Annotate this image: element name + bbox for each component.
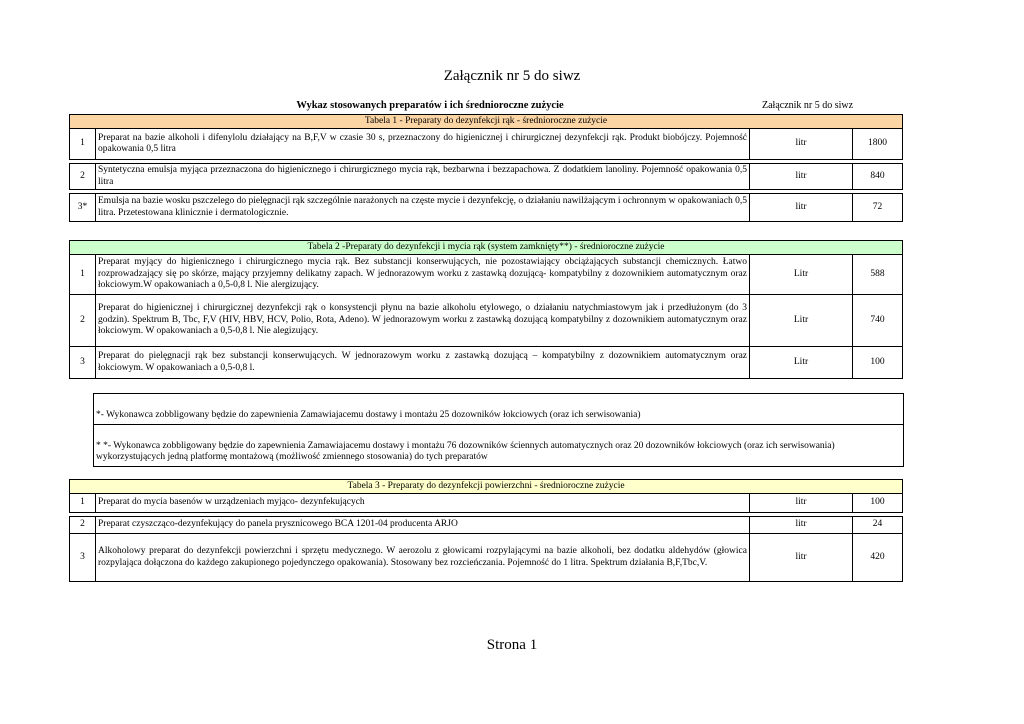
page-number: Strona 1 bbox=[486, 637, 538, 653]
footnotes-box bbox=[93, 393, 904, 467]
table-row bbox=[70, 255, 903, 295]
table-row bbox=[70, 517, 903, 534]
table-row bbox=[70, 194, 903, 222]
product-description: Syntetyczna emulsja myjąca przeznaczona do higienicznego i chirurgicznego mycia rąk, bezbarwna i bezzapachowa. Z dodatkiem lanoliny. Pojemność opakowania 0,5 litra bbox=[96, 164, 750, 190]
table-row bbox=[70, 129, 903, 160]
row-number: 1 bbox=[70, 494, 96, 513]
table1-header: Tabela 1 - Preparaty do dezynfekcji rąk - średnioroczne zużycie bbox=[70, 115, 903, 129]
product-description: Preparat myjący do higienicznego i chirurgicznego mycia rąk. Bez substancji konserwujących, nie pozostawiający obciążających substancji chemicznych. Łatwo rozprowadzający się po skórze, mający przyjemny delikatny zapach. W jednorazowym worku z zastawką dozującą- kompatybilny z dozownikiem automatycznym oraz łokciowym.W opakowaniach a 0,5-0,8 l. Nie alergizujący. bbox=[96, 255, 750, 295]
table-hand-disinfection bbox=[69, 114, 903, 222]
quantity: 100 bbox=[853, 347, 903, 379]
unit: litr bbox=[750, 164, 853, 190]
footnote-double-star: * *- Wykonawca zobbligowany będzie do zapewnienia Zamawiajacemu dostawy i montażu 76 dozowników ściennych automatycznych oraz 20 dozowników łokciowych (oraz ich serwisowania) wykorzystujących jedną platformę montażową (możliwość zmiennego stosowania) do tych preparatów bbox=[96, 440, 835, 462]
product-description: Preparat na bazie alkoholi i difenylolu działający na B,F,V w czasie 30 s, przeznaczony do higienicznej i chirurgicznej dezynfekcji rąk. Produkt biobójczy. Pojemność opakowania 0,5 litra bbox=[96, 129, 750, 160]
unit: Litr bbox=[750, 295, 853, 347]
unit: Litr bbox=[750, 347, 853, 379]
quantity: 100 bbox=[853, 494, 903, 513]
quantity: 24 bbox=[853, 517, 903, 534]
unit: Litr bbox=[750, 255, 853, 295]
quantity: 588 bbox=[853, 255, 903, 295]
unit: litr bbox=[750, 194, 853, 222]
table-row bbox=[70, 347, 903, 379]
footnote-single-star: *- Wykonawca zobbligowany będzie do zapewnienia Zamawiajacemu dostawy i montażu 25 dozowników łokciowych (oraz ich serwisowania) bbox=[94, 394, 903, 425]
product-description: Preparat czyszcząco-dezynfekujący do panela prysznicowego BCA 1201-04 producenta ARJO bbox=[96, 517, 750, 534]
product-description: Preparat do higienicznej i chirurgicznej dezynfekcji rąk o konsystencji płynu na bazie alkoholu etylowego, o działaniu natychmiastowym jak i przedłużonym (do 3 godzin). Spektrum B, Tbc, F,V (HIV, HBV, HCV, Polio, Rota, Adeno). W jednorazowym worku z zastawką dozującą kompatybilny z dozownikiem automatycznym oraz łokciowym. W opakowaniach a 0,5-0,8 l. Nie alegizujący. bbox=[96, 295, 750, 347]
quantity: 420 bbox=[853, 534, 903, 582]
quantity: 72 bbox=[853, 194, 903, 222]
table-row bbox=[70, 534, 903, 582]
row-number: 3* bbox=[70, 194, 96, 222]
row-number: 3 bbox=[70, 347, 96, 379]
table3-header: Tabela 3 - Preparaty do dezynfekcji powierzchni - średnioroczne zużycie bbox=[70, 480, 903, 494]
quantity: 740 bbox=[853, 295, 903, 347]
table-row bbox=[70, 295, 903, 347]
unit: litr bbox=[750, 534, 853, 582]
page-title: Załącznik nr 5 do siwz bbox=[443, 68, 581, 84]
unit: litr bbox=[750, 129, 853, 160]
product-description: Alkoholowy preparat do dezynfekcji powierzchni i sprzętu medycznego. W aerozolu z głowicami rozpylającymi na bazie alkoholi, bez dodatku aldehydów (głowica rozpylająca dołączona do każdego zakupionego pojedynczego opakowania). Stosowany bez rozcieńczania. Pojemność do 1 litra. Spektrum działania B,F,Tbc,V. bbox=[96, 534, 750, 582]
row-number: 3 bbox=[70, 534, 96, 582]
table-row bbox=[70, 164, 903, 190]
quantity: 840 bbox=[853, 164, 903, 190]
document-subtitle: Wykaz stosowanych preparatów i ich średnioroczne zużycie bbox=[296, 100, 564, 111]
table2-header: Tabela 2 -Preparaty do dezynfekcji i mycia rąk (system zamknięty**) - średnioroczne zużycie bbox=[70, 241, 903, 255]
attachment-note: Załącznik nr 5 do siwz bbox=[762, 100, 854, 111]
row-number: 2 bbox=[70, 517, 96, 534]
product-description: Preparat do mycia basenów w urządzeniach myjąco- dezynfekujących bbox=[96, 494, 750, 513]
table-row bbox=[70, 494, 903, 513]
product-description: Emulsja na bazie wosku pszczelego do pielęgnacji rąk szczególnie narażonych na częste mycie i dezynfekcję, o działaniu nawilżającym i ochronnym w opakowaniach 0,5 litra. Przetestowana klinicznie i dermatologicznie. bbox=[96, 194, 750, 222]
unit: litr bbox=[750, 517, 853, 534]
row-number: 1 bbox=[70, 255, 96, 295]
row-number: 2 bbox=[70, 164, 96, 190]
unit: litr bbox=[750, 494, 853, 513]
quantity: 1800 bbox=[853, 129, 903, 160]
row-number: 1 bbox=[70, 129, 96, 160]
row-number: 2 bbox=[70, 295, 96, 347]
table-surface-disinfection bbox=[69, 479, 903, 582]
product-description: Preparat do pielęgnacji rąk bez substancji konserwujących. W jednorazowym worku z zastawką dozującą – kompatybilny z dozownikiem automatycznym oraz łokciowym. W opakowaniach a 0,5-0,8 l. bbox=[96, 347, 750, 379]
table-hand-closed-system bbox=[69, 240, 903, 379]
